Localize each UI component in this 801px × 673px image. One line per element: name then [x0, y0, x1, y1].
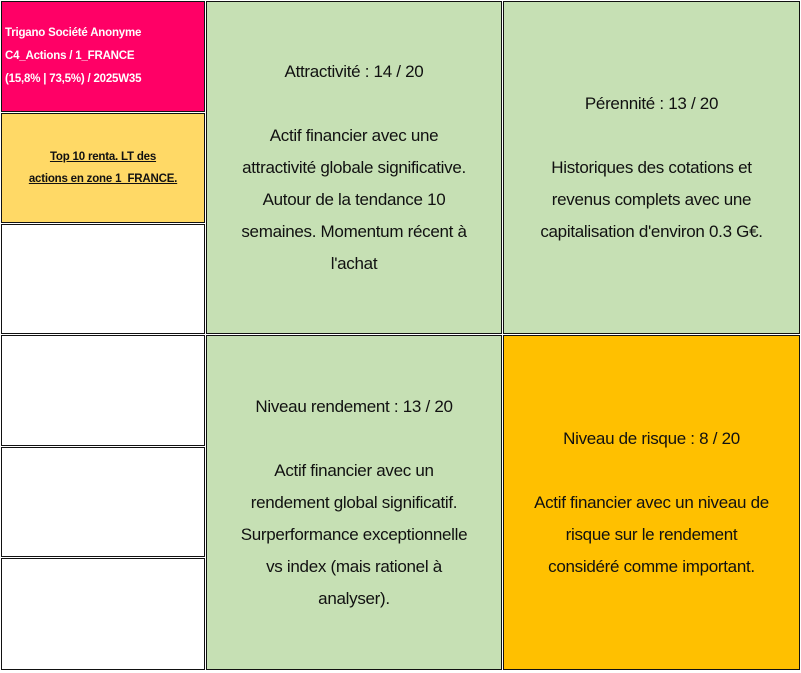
attractivite-line-4: semaines. Momentum récent à	[241, 221, 467, 241]
perennite-line-3: capitalisation d'environ 0.3 G€.	[540, 221, 763, 241]
rendement-line-1: Actif financier avec un	[274, 460, 434, 480]
perennite-heading: Pérennité : 13 / 20	[584, 93, 719, 113]
risque-cell	[503, 335, 800, 670]
category-zone: C4_Actions / 1_FRANCE	[5, 50, 135, 62]
empty-cell-4	[1, 558, 205, 670]
risque-line-2: risque sur le rendement	[565, 524, 738, 544]
rendement-line-3: Surperformance exceptionnelle	[240, 524, 468, 544]
ranking-tag-cell	[1, 113, 205, 223]
empty-cell-1	[1, 224, 205, 334]
attractivite-line-3: Autour de la tendance 10	[262, 189, 446, 209]
stock-header-cell	[1, 1, 205, 112]
attractivite-line-2: attractivité globale significative.	[242, 157, 466, 177]
risque-line-3: considéré comme important.	[548, 556, 755, 576]
attractivite-line-5: l'achat	[330, 253, 378, 273]
company-name: Trigano Société Anonyme	[5, 27, 142, 39]
attractivite-line-1: Actif financier avec une	[269, 125, 439, 145]
empty-cell-3	[1, 447, 205, 557]
ranking-tag-line-1: Top 10 renta. LT des	[49, 151, 157, 163]
rendement-line-4: vs index (mais rationel à	[266, 556, 442, 576]
attractivite-cell	[206, 1, 502, 334]
perennite-cell	[503, 1, 800, 334]
risque-heading: Niveau de risque : 8 / 20	[563, 428, 740, 448]
rendement-cell	[206, 335, 502, 670]
perennite-line-2: revenus complets avec une	[551, 189, 752, 209]
rendement-line-5: analyser).	[318, 588, 390, 608]
ranking-tag-line-2: actions en zone 1_FRANCE.	[28, 173, 178, 185]
rendement-line-2: rendement global significatif.	[250, 492, 458, 512]
perennite-line-1: Historiques des cotations et	[551, 157, 752, 177]
risque-line-1: Actif financier avec un niveau de	[534, 492, 769, 512]
empty-cell-2	[1, 335, 205, 446]
rendement-heading: Niveau rendement : 13 / 20	[255, 396, 453, 416]
performance-week: (15,8% | 73,5%) / 2025W35	[5, 73, 142, 85]
attractivite-heading: Attractivité : 14 / 20	[284, 61, 424, 81]
